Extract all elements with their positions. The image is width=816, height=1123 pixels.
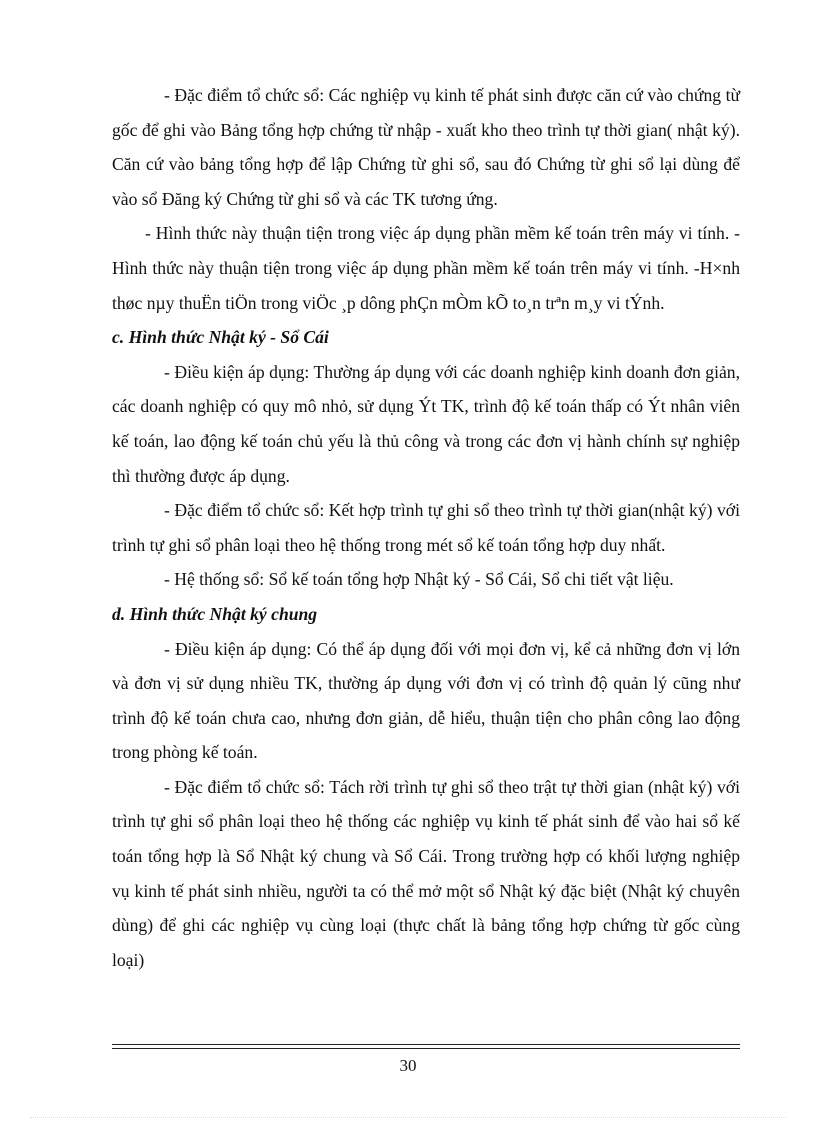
page-edge-divider: [30, 1117, 786, 1118]
paragraph-ledger-organization: - Đặc điểm tổ chức sổ: Các nghiệp vụ kinh tế phát sinh được căn cứ vào chứng từ gốc để ghi vào Bảng tổng hợp chứng từ nhập - xuất kho theo trình tự thời gian( nhật ký). Căn cứ vào bảng tổng hợp để lập Chứng từ ghi sổ, sau đó Chứng từ ghi sổ lại dùng để vào sổ Đăng ký Chứng từ ghi sổ và các TK tương ứng.: [112, 85, 740, 209]
paragraph-conditions-c: - Điều kiện áp dụng: Thường áp dụng với các doanh nghiệp kinh doanh đơn giản, các doanh nghiệp có quy mô nhỏ, sử dụng Ýt TK, trình độ kế toán thấp có Ýt nhân viên kế toán, lao động kế toán chủ yếu là thủ công và trong các đơn vị hành chính sự nghiệp thì thường được áp dụng.: [112, 361, 740, 486]
paragraph-organization-c: - Đặc điểm tổ chức sổ: Kết hợp trình tự ghi sổ theo trình tự thời gian(nhật ký) với trình tự ghi sổ phân loại theo hệ thống trong mét sổ kế toán tổng hợp duy nhất.: [112, 500, 740, 555]
page-number: 30: [399, 1056, 417, 1075]
paragraph-organization-d: - Đặc điểm tổ chức sổ: Tách rời trình tự ghi sổ theo trật tự thời gian (nhật ký) với trình tự ghi sổ phân loại theo hệ thống các nghiệp vụ kinh tế phát sinh để vào hai sổ kế toán tổng hợp là Sổ Nhật ký chung và Sổ Cái. Trong trường hợp có khối lượng nghiệp vụ kinh tế phát sinh nhiều, người ta có thể mở một sổ Nhật ký đặc biệt (Nhật ký chuyên dùng) để ghi các nghiệp vụ cùng loại (thực chất là bảng tổng hợp chứng từ gốc cùng loại): [112, 776, 740, 970]
section-heading-c: c. Hình thức Nhật ký - Sổ Cái: [112, 327, 329, 348]
footer-rule: [112, 1044, 740, 1049]
page-body: [112, 78, 740, 977]
paragraph-conditions-d: - Điều kiện áp dụng: Có thể áp dụng đối với mọi đơn vị, kể cả những đơn vị lớn và đơn vị sử dụng nhiều TK, thường áp dụng với đơn vị có trình độ quản lý cũng như trình độ kế toán chưa cao, nhưng đơn giản, dễ hiểu, thuận tiện cho phân công lao động trong phòng kế toán.: [112, 638, 740, 763]
paragraph-software-convenience: - Hình thức này thuận tiện trong việc áp dụng phần mềm kế toán trên máy vi tính. - Hình thức này thuận tiện trong việc áp dụng phần mềm kế toán trên máy vi tính. -H×nh thøc nµy thuËn tiÖn trong viÖc ¸p dông phÇn mÒm kÕ to¸n trªn m¸y vi tÝnh.: [112, 223, 740, 313]
section-heading-d: d. Hình thức Nhật ký chung: [112, 603, 318, 624]
paragraph-ledger-system-c: - Hệ thống sổ: Sổ kế toán tổng hợp Nhật ký - Sổ Cái, Sổ chi tiết vật liệu.: [164, 569, 674, 590]
